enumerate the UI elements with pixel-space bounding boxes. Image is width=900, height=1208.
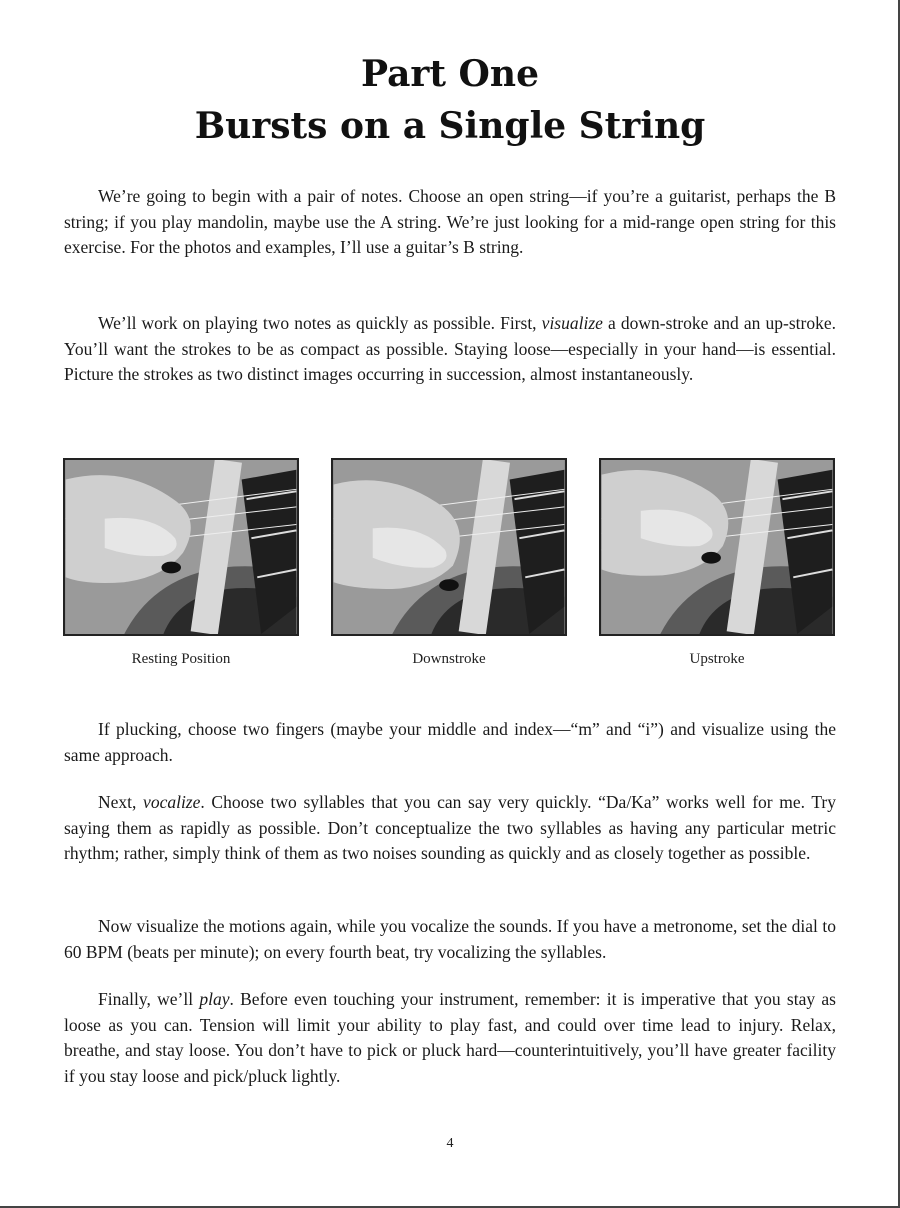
paragraph-5-text: Now visualize the motions again, while you vocalize the sounds. If you have a metronome, set the dial to 60 BPM (beats per minute); on every fourth beat, try vocalizing the syllables. bbox=[64, 916, 836, 962]
title-line-2: Bursts on a Single String bbox=[194, 105, 706, 147]
paragraph-3 bbox=[64, 717, 836, 768]
paragraph-1-text: We’re going to begin with a pair of notes. Choose an open string—if you’re a guitarist, perhaps the B string; if you play mandolin, maybe use the A string. We’re just looking for a mid-range open string for this exercise. For the photos and examples, I’ll use a guitar’s B string. bbox=[64, 186, 836, 257]
caption-upstroke: Upstroke bbox=[689, 651, 745, 667]
paragraph-2-emphasis: visualize bbox=[541, 313, 603, 333]
caption-downstroke: Downstroke bbox=[412, 651, 486, 667]
paragraph-4 bbox=[64, 790, 836, 867]
paragraph-1 bbox=[64, 184, 836, 261]
title-line-1: Part One bbox=[361, 53, 539, 95]
paragraph-4-text-b: . Choose two syllables that you can say very quickly. “Da/Ka” works well for me. Try saying them as rapidly as possible. Don’t conceptualize the two syllables as having any particular metric rhythm; rather, simply think of them as two noises sounding as quickly and as closely together as possible. bbox=[64, 792, 836, 863]
photo-downstroke bbox=[331, 458, 567, 636]
paragraph-2 bbox=[64, 311, 836, 388]
caption-resting-position: Resting Position bbox=[131, 651, 231, 667]
paragraph-4-text-a: Next, bbox=[98, 792, 144, 812]
paragraph-6-emphasis: play bbox=[199, 989, 230, 1009]
page-number: 4 bbox=[446, 1136, 454, 1151]
paragraph-5 bbox=[64, 914, 836, 965]
paragraph-3-text: If plucking, choose two fingers (maybe your middle and index—“m” and “i”) and visualize using the same approach. bbox=[64, 719, 836, 765]
paragraph-2-text-a: We’ll work on playing two notes as quickly as possible. First, bbox=[98, 313, 542, 333]
paragraph-6-text-b: . Before even touching your instrument, remember: it is imperative that you stay as loose as you can. Tension will limit your ability to play fast, and could over time lead to injury. Relax, breathe, and stay loose. You don’t have to pick or pluck hard—counterintuitively, you’ll have greater facility if you stay loose and pick/pluck lightly. bbox=[64, 989, 836, 1086]
page-title bbox=[0, 48, 900, 152]
guitar-hand-illustration-3 bbox=[601, 460, 833, 634]
photo-resting-position bbox=[63, 458, 299, 636]
paragraph-6 bbox=[64, 987, 836, 1089]
guitar-hand-illustration-2 bbox=[333, 460, 565, 634]
paragraph-6-text-a: Finally, we’ll bbox=[98, 989, 200, 1009]
paragraph-2-text-b: a down-stroke and an up-stroke. You’ll want the strokes to be as compact as possible. Staying loose—especially in your hand—is essential. Picture the strokes as two distinct images occurring in succession, almost instantaneously. bbox=[64, 313, 836, 384]
paragraph-4-emphasis: vocalize bbox=[143, 792, 201, 812]
guitar-hand-illustration-1 bbox=[65, 460, 297, 634]
photo-upstroke bbox=[599, 458, 835, 636]
